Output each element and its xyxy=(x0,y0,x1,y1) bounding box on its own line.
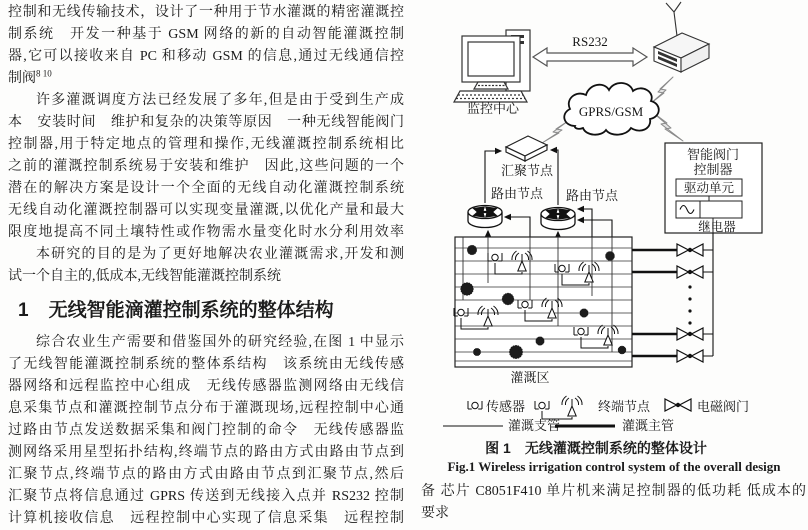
figure-caption-en: Fig.1 Wireless irrigation control system of the overall design xyxy=(447,459,781,474)
gprs-modem xyxy=(654,2,709,72)
text-line: 控制器,用于特定地点的管理和操作,无线灌溉控制系统相比 xyxy=(8,137,404,152)
solenoid-valve xyxy=(677,266,703,278)
solenoid-valve xyxy=(677,350,703,362)
left-text-column xyxy=(8,2,404,530)
router-left-label: 路由节点 xyxy=(490,186,544,201)
solenoid-valve xyxy=(677,244,703,256)
controller-title-line2: 控制器 xyxy=(693,162,733,177)
field-label: 灌溉区 xyxy=(510,370,550,385)
sink-node-label: 汇聚节点 xyxy=(500,163,554,178)
drive-unit-label: 驱动单元 xyxy=(683,181,735,195)
monitoring-center-label: 监控中心 xyxy=(466,101,520,116)
sensor-icon xyxy=(468,401,482,409)
text-line: 要求 xyxy=(421,506,449,521)
text-fragment: 制阀 xyxy=(8,71,36,86)
smart-valve-controller-box xyxy=(665,143,762,234)
legend-terminal-label: 终端节点 xyxy=(598,399,651,414)
text-line: 器网络和远程监控中心组成 无线传感器监测网络由无线信 xyxy=(8,379,404,394)
text-line: 试一个自主的,低成本,无线智能灌溉控制系统 xyxy=(8,269,281,284)
text-line: 测网络采用星型拓扑结构,终端节点的路由方式由路由节点到 xyxy=(8,445,404,460)
figure-caption-cn: 图 1 无线灌溉控制系统的整体设计 xyxy=(485,440,707,456)
valve-icon xyxy=(665,399,691,411)
router-node-right xyxy=(541,208,575,230)
text-line: 无线自动化灌溉控制器可以实现变量灌溉,以优化产量和最大 xyxy=(8,203,404,218)
text-line: 控制和无线传输技术，设计了一种用于节水灌溉的精密灌溉控 xyxy=(8,5,404,20)
reference-superscript: 8 10 xyxy=(36,68,52,79)
rs232-label: RS232 xyxy=(572,34,608,49)
lightning-bolt-modem xyxy=(650,77,673,104)
figure-1-diagram xyxy=(420,0,808,438)
text-line: 本 安装时间 维护和复杂的决策等原因 一种无线智能阀门 xyxy=(8,115,404,130)
solenoid-valve xyxy=(677,328,703,340)
section-title: 无线智能滴灌控制系统的整体结构 xyxy=(48,300,334,321)
text-line: 了无线智能灌溉控制系统的整体系结构 该系统由无线传感 xyxy=(8,357,404,372)
sensor-icon xyxy=(535,401,549,409)
sink-node xyxy=(506,136,547,161)
valve-ellipsis-dots xyxy=(688,285,691,324)
text-line: 息采集节点和灌溉控制节点分布于灌溉现场,远程控制中心通 xyxy=(8,401,404,416)
rs232-arrow xyxy=(533,48,647,66)
irrigation-field xyxy=(454,237,632,367)
figure-legend xyxy=(443,396,749,433)
text-line: 计算机接收信息 远程控制中心实现了信息采集 远程控制 xyxy=(8,511,404,526)
text-line: 限度地提高不同土壤特性或作物需水量变化时水分利用效率 xyxy=(8,225,404,240)
legend-main-label: 灌溉主管 xyxy=(622,418,675,433)
text-line: 综合农业生产需要和借鉴国外的研究经验,在图 1 中显示 xyxy=(36,335,404,350)
router-right-label: 路由节点 xyxy=(565,188,619,203)
text-line: 制系统 开发一种基于 GSM 网络的新的自动智能灌溉控制 xyxy=(8,27,404,42)
text-line-with-reference xyxy=(8,68,404,90)
text-line: 许多灌溉调度方法已经发展了多年,但是由于受到生产成 xyxy=(36,93,404,108)
legend-valve-label: 电磁阀门 xyxy=(697,399,750,414)
text-line: 汇聚节点将信息通过 GPRS 传送到无线接入点并 RS232 控制 xyxy=(8,489,404,504)
text-line: 之前的灌溉控制系统易于安装和维护 因此,这些问题的一个 xyxy=(8,159,404,174)
text-line: 过路由节点发送数据采集和阀门控制的命令 无线传感器监 xyxy=(8,423,404,438)
section-number: 1 xyxy=(18,300,29,321)
antenna-icon xyxy=(562,396,582,416)
section-heading xyxy=(18,300,404,322)
relay-box xyxy=(676,201,742,218)
legend-sensor-label: 传感器 xyxy=(486,399,526,414)
gprs-gsm-cloud xyxy=(564,83,658,135)
text-line: 汇聚节点,终端节点的路由方式由路由节点到汇聚节点,然后 xyxy=(8,467,404,482)
relay-label: 继电器 xyxy=(698,220,736,234)
cloud-label: GPRS/GSM xyxy=(578,104,644,119)
monitoring-center-computer xyxy=(454,30,530,102)
right-text-column xyxy=(421,481,806,525)
text-line: 本研究的目的是为了更好地解决农业灌溉需求,开发和测 xyxy=(36,247,404,262)
legend-branch-label: 灌溉支管 xyxy=(508,418,561,433)
text-line: 备 芯片 C8051F410 单片机来满足控制器的低功耗 低成本的 xyxy=(421,484,806,499)
text-line: 潜在的解决方案是设计一个全面的无线自动化灌溉控制系统 xyxy=(8,181,404,196)
router-node-left xyxy=(468,206,502,228)
text-line: 器,它可以接收来自 PC 和移动 GSM 的信息,通过无线通信控 xyxy=(8,49,404,64)
controller-title-line1: 智能阀门 xyxy=(686,147,740,162)
